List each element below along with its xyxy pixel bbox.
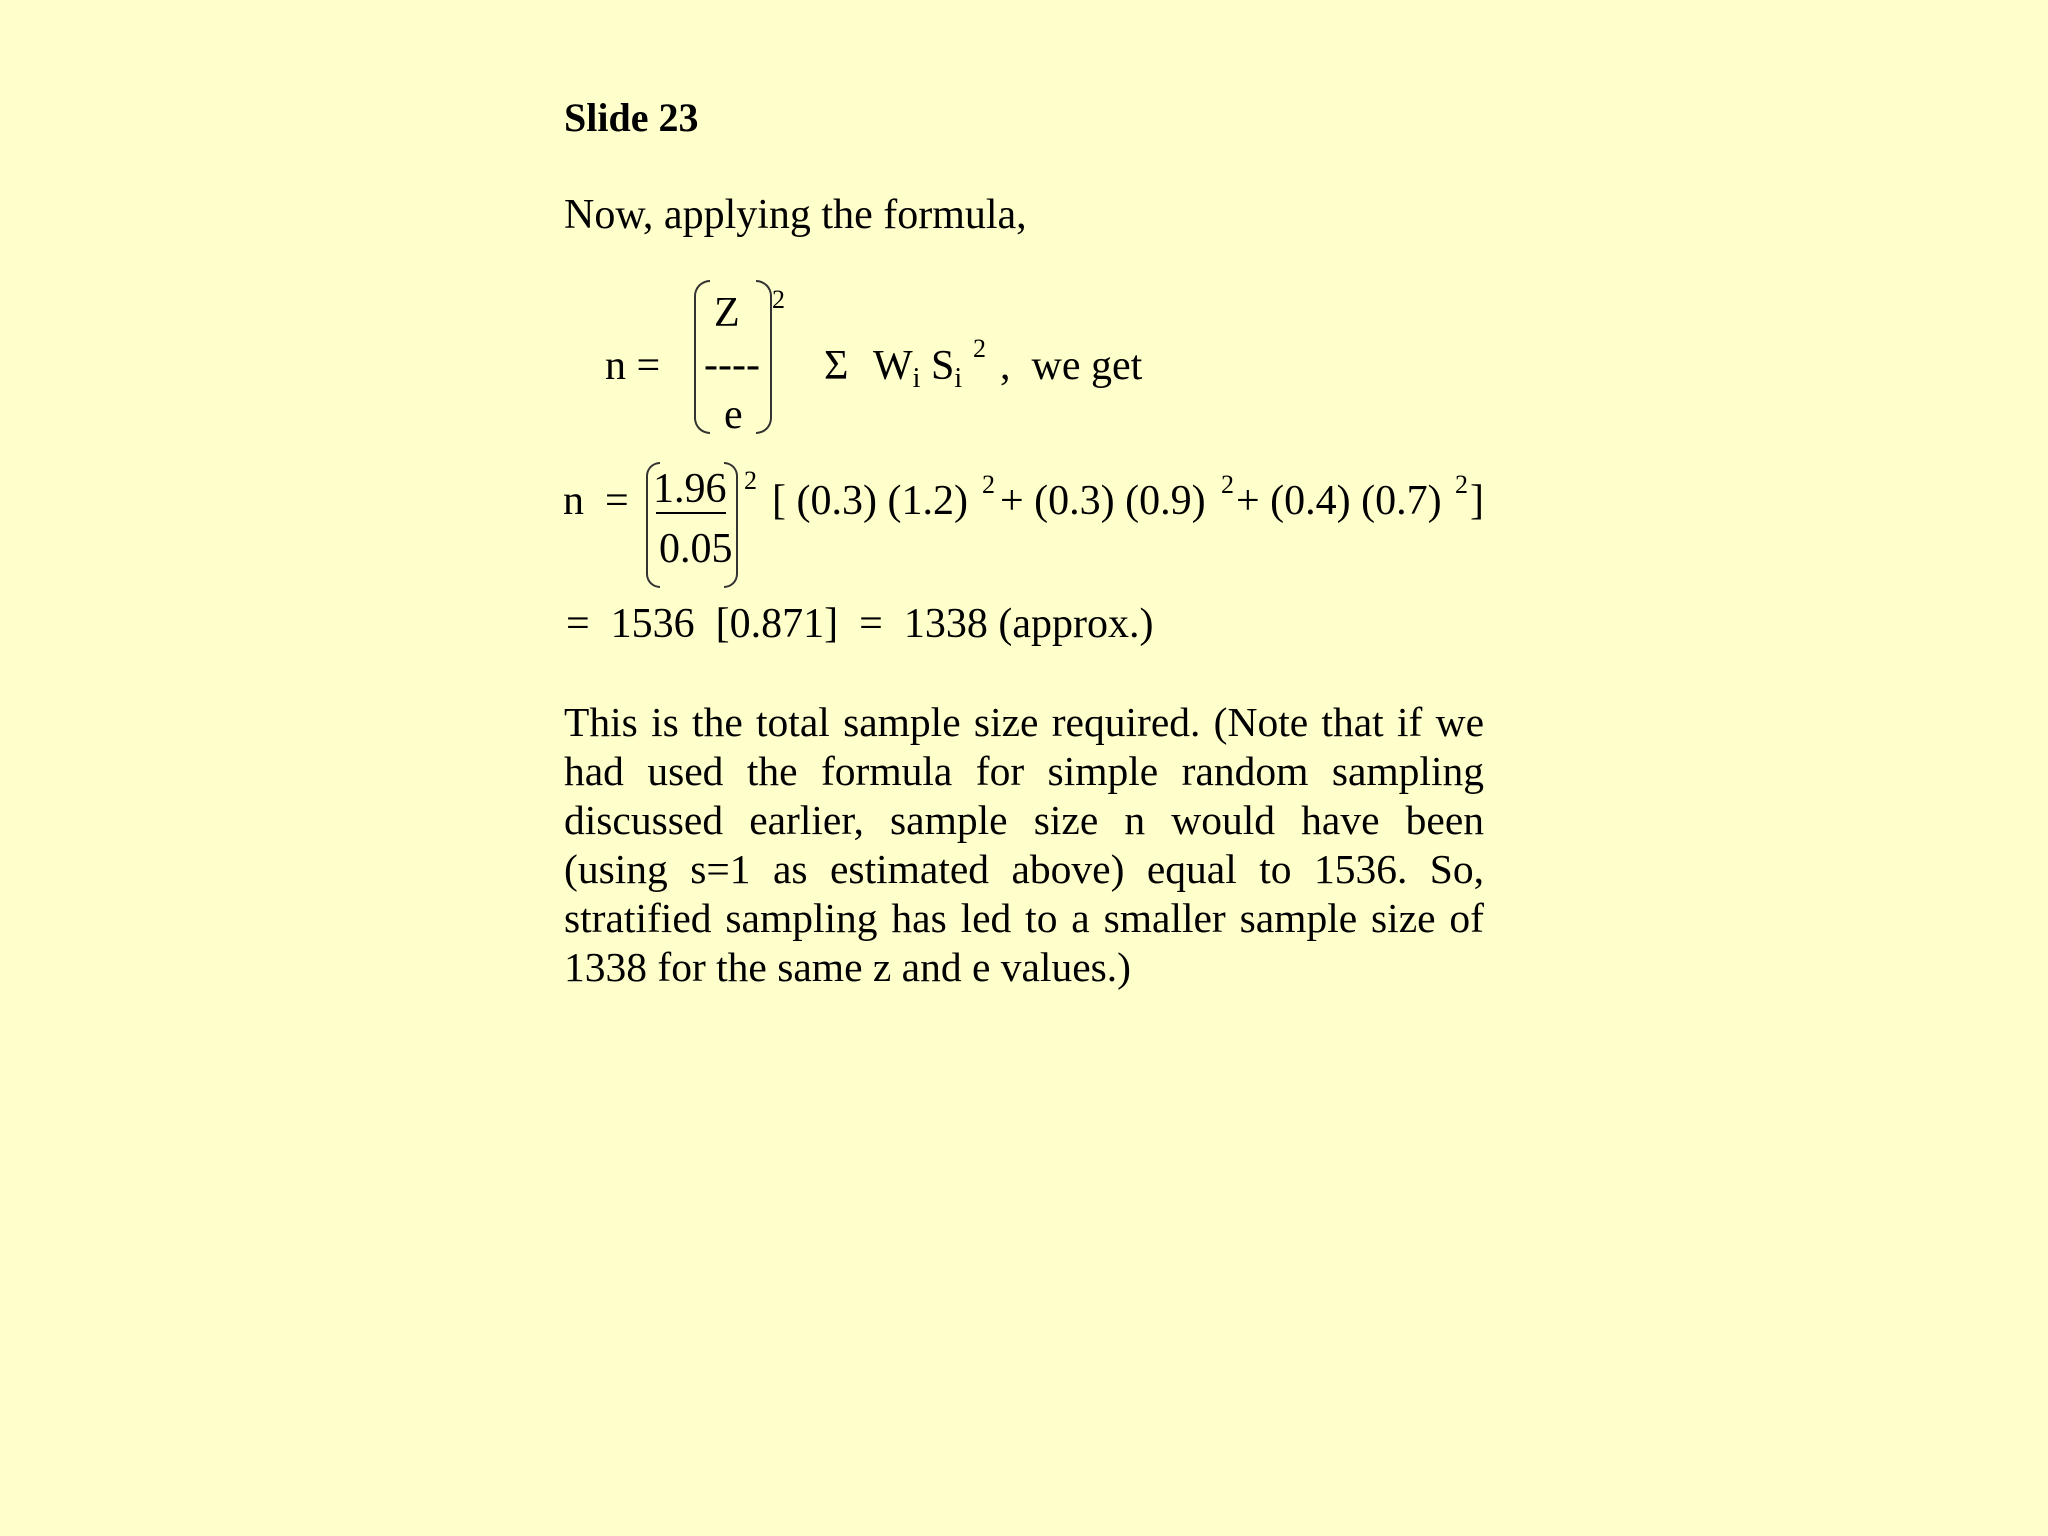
formula-tail: , we get [1000, 343, 1143, 389]
slide-title: Slide 23 [564, 95, 699, 140]
bracket-close: ] [1470, 478, 1484, 524]
formula2-denominator: 0.05 [659, 526, 733, 572]
weight-letter: W [873, 343, 913, 389]
term-1-exponent: 2 [982, 470, 995, 499]
term-3: + (0.4) (0.7) [1236, 478, 1442, 524]
formula-denominator: e [724, 392, 743, 438]
sigma-symbol: Σ [824, 343, 849, 389]
intro-text: Now, applying the formula, [564, 192, 1027, 238]
weight-symbol [873, 343, 921, 394]
formula2-lhs: n = [563, 478, 629, 524]
term-1: [ (0.3) (1.2) [772, 478, 968, 524]
term-3-exponent: 2 [1455, 470, 1468, 499]
formula-lhs: n = [605, 343, 661, 389]
formula2-numerator: 1.96 [653, 466, 727, 512]
term-2: + (0.3) (0.9) [1000, 478, 1206, 524]
stddev-letter: S [931, 343, 955, 389]
term-2-exponent: 2 [1221, 470, 1234, 499]
stddev-symbol [931, 343, 963, 394]
stddev-exponent: 2 [973, 334, 986, 363]
stddev-subscript: i [954, 363, 963, 394]
formula-fraction-bar: ---- [704, 342, 760, 388]
formula-numerator: Z [714, 290, 740, 336]
fraction-line [656, 512, 726, 514]
explanation-paragraph: This is the total sample size required. (Note that if we had used the formula for simple random sampling discussed earlier, sample size n would have been (using s=1 as estimated above) equal to 1536. So, stratified sampling has led to a smaller sample size of 1338 for the same z and e values.) [564, 699, 1484, 990]
weight-subscript: i [912, 363, 921, 394]
result-line: = 1536 [0.871] = 1338 (approx.) [566, 601, 1154, 647]
formula2-exponent: 2 [744, 466, 757, 495]
formula-exponent: 2 [772, 285, 785, 314]
